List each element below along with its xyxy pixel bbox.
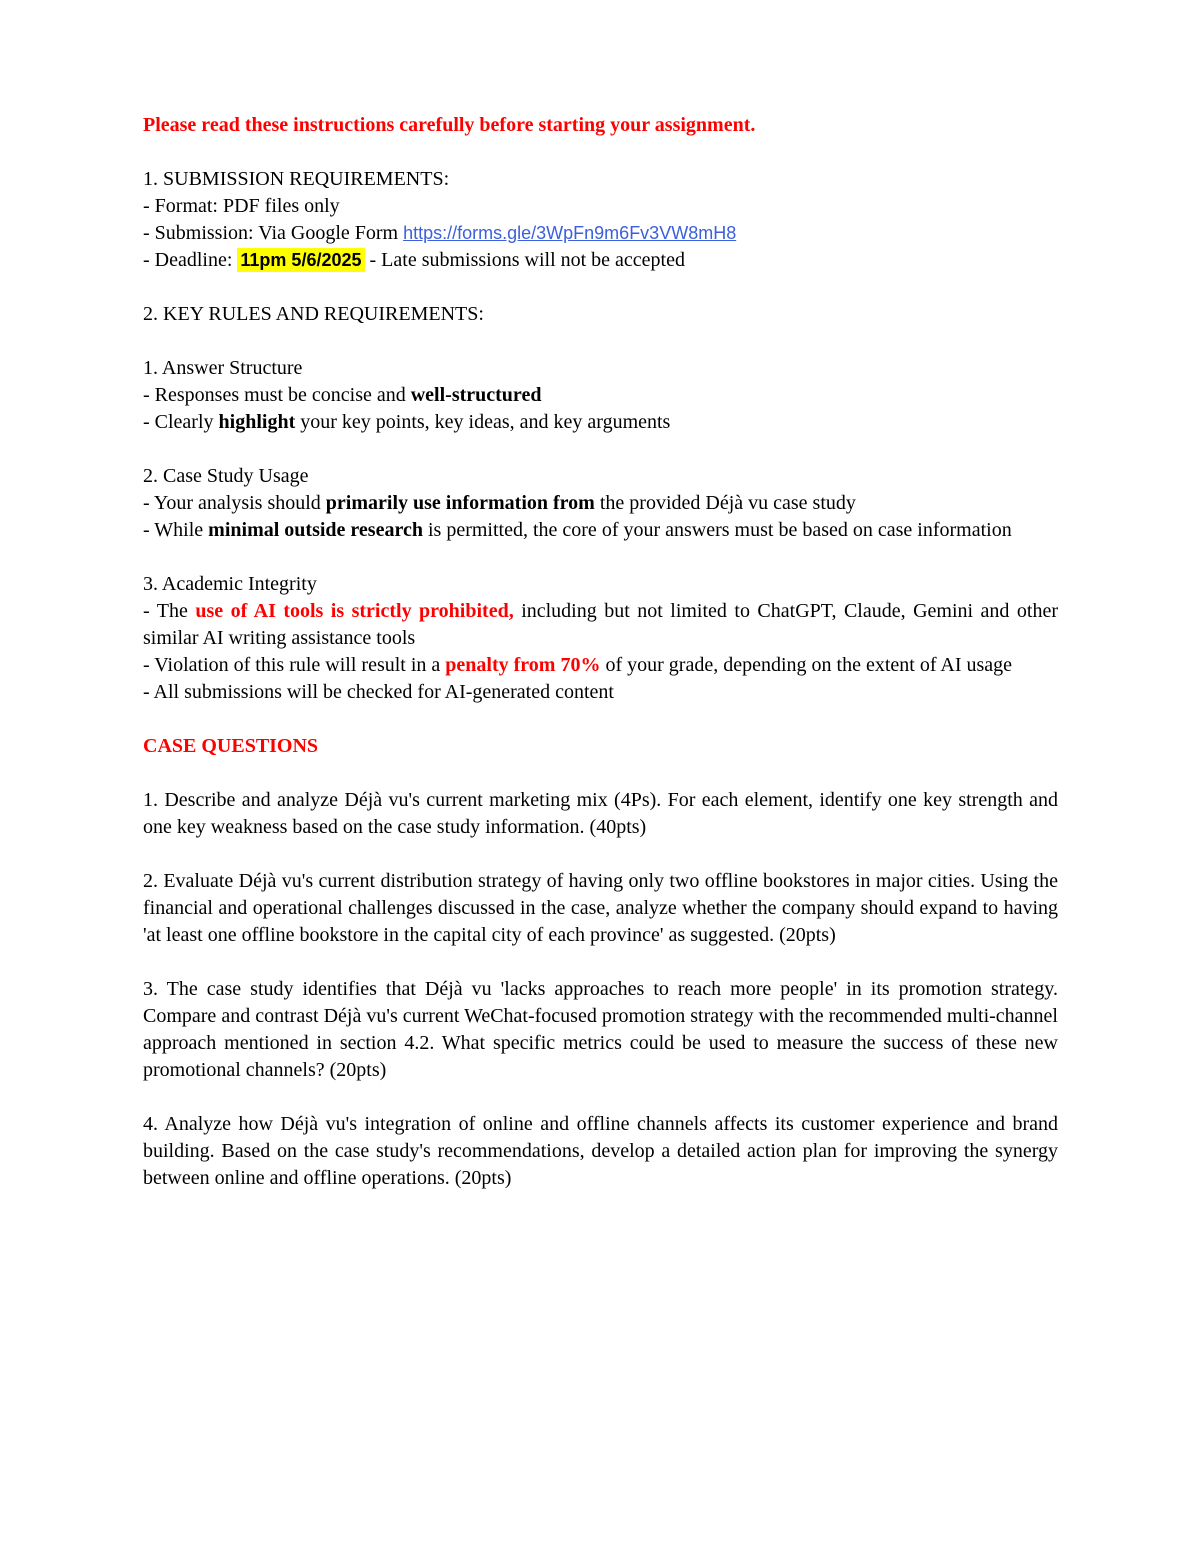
paragraph-spacer xyxy=(143,544,1058,571)
paragraph-spacer xyxy=(143,328,1058,355)
google-form-link[interactable]: https://forms.gle/3WpFn9m6Fv3VW8mH8 xyxy=(403,223,737,243)
section-1-title xyxy=(143,166,1058,193)
paragraph-spacer xyxy=(143,949,1058,976)
text-run: CASE QUESTIONS xyxy=(143,735,319,757)
text-run: - Violation of this rule will result in a xyxy=(143,654,446,676)
rule-2-title xyxy=(143,463,1058,490)
question-4 xyxy=(143,1111,1058,1192)
paragraph-spacer xyxy=(143,139,1058,166)
text-run: minimal outside research xyxy=(208,519,423,541)
rule-3-item-3 xyxy=(143,679,1058,706)
question-2 xyxy=(143,868,1058,949)
submission-line xyxy=(143,220,1058,247)
deadline-line xyxy=(143,247,1058,274)
text-run: is permitted, the core of your answers must be based on case information xyxy=(422,519,1012,541)
text-run: - All submissions will be checked for AI-generated content xyxy=(143,681,614,703)
text-run: including but not limited to ChatGPT, Claude, Gemini and other similar AI writing assistance tools xyxy=(143,600,1058,649)
question-3 xyxy=(143,976,1058,1084)
rule-3-item-2 xyxy=(143,652,1058,679)
paragraph-spacer xyxy=(143,841,1058,868)
rule-2-item-2 xyxy=(143,517,1058,544)
text-run: 3. Academic Integrity xyxy=(143,573,317,595)
text-run: penalty from 70% xyxy=(445,654,601,676)
question-1 xyxy=(143,787,1058,841)
paragraph-spacer xyxy=(143,760,1058,787)
text-run: use of AI tools is strictly prohibited, xyxy=(195,600,514,622)
deadline-highlight: 11pm 5/6/2025 xyxy=(237,248,364,272)
text-run: 1. Describe and analyze Déjà vu's current marketing mix (4Ps). For each element, identify one key strength and one key weakness based on the case study information. (40pts) xyxy=(143,789,1058,838)
rule-1-item-1 xyxy=(143,382,1058,409)
text-run: primarily use information from xyxy=(325,492,595,514)
text-run: - While xyxy=(143,519,209,541)
format-line xyxy=(143,193,1058,220)
text-run: 1. SUBMISSION REQUIREMENTS: xyxy=(143,168,450,190)
text-run: - Your analysis should xyxy=(143,492,326,514)
text-run: - The xyxy=(143,600,196,622)
text-run: 1. Answer Structure xyxy=(143,357,303,379)
paragraph-spacer xyxy=(143,1084,1058,1111)
text-run: Please read these instructions carefully before starting your assignment. xyxy=(143,114,756,136)
case-questions-heading xyxy=(143,733,1058,760)
paragraph-spacer xyxy=(143,274,1058,301)
text-run: 2. KEY RULES AND REQUIREMENTS: xyxy=(143,303,484,325)
text-run: - Clearly xyxy=(143,411,219,433)
text-run: - Deadline: xyxy=(143,249,238,271)
text-run: well-structured xyxy=(410,384,542,406)
rule-3-item-1 xyxy=(143,598,1058,652)
text-run: the provided Déjà vu case study xyxy=(594,492,856,514)
text-run: 4. Analyze how Déjà vu's integration of online and offline channels affects its customer experience and brand building. Based on the case study's recommendations, develop a detailed action plan for improving the synergy between online and offline operations. (20pts) xyxy=(143,1113,1058,1189)
text-run: - Responses must be concise and xyxy=(143,384,411,406)
rule-1-title xyxy=(143,355,1058,382)
text-run: of your grade, depending on the extent of AI usage xyxy=(600,654,1013,676)
text-run: your key points, key ideas, and key arguments xyxy=(295,411,671,433)
text-run: - Late submissions will not be accepted xyxy=(364,249,685,271)
rule-1-item-2 xyxy=(143,409,1058,436)
paragraph-spacer xyxy=(143,436,1058,463)
rule-3-title xyxy=(143,571,1058,598)
text-run: - Submission: Via Google Form xyxy=(143,222,404,244)
section-2-title xyxy=(143,301,1058,328)
rule-2-item-1 xyxy=(143,490,1058,517)
text-run: - Format: PDF files only xyxy=(143,195,340,217)
paragraph-spacer xyxy=(143,706,1058,733)
text-run: 3. The case study identifies that Déjà vu 'lacks approaches to reach more people' in its promotion strategy. Compare and contrast Déjà vu's current WeChat-focused promotion strategy with the recommended multi-channel approach mentioned in section 4.2. What specific metrics could be used to measure the success of these new promotional channels? (20pts) xyxy=(143,978,1058,1081)
intro-heading xyxy=(143,112,1058,139)
text-run: highlight xyxy=(218,411,296,433)
text-run: 2. Evaluate Déjà vu's current distribution strategy of having only two offline bookstores in major cities. Using the financial and operational challenges discussed in the case, analyze whether the company should expand to having 'at least one offline bookstore in the capital city of each province' as suggested. (20pts) xyxy=(143,870,1058,946)
text-run: 2. Case Study Usage xyxy=(143,465,309,487)
